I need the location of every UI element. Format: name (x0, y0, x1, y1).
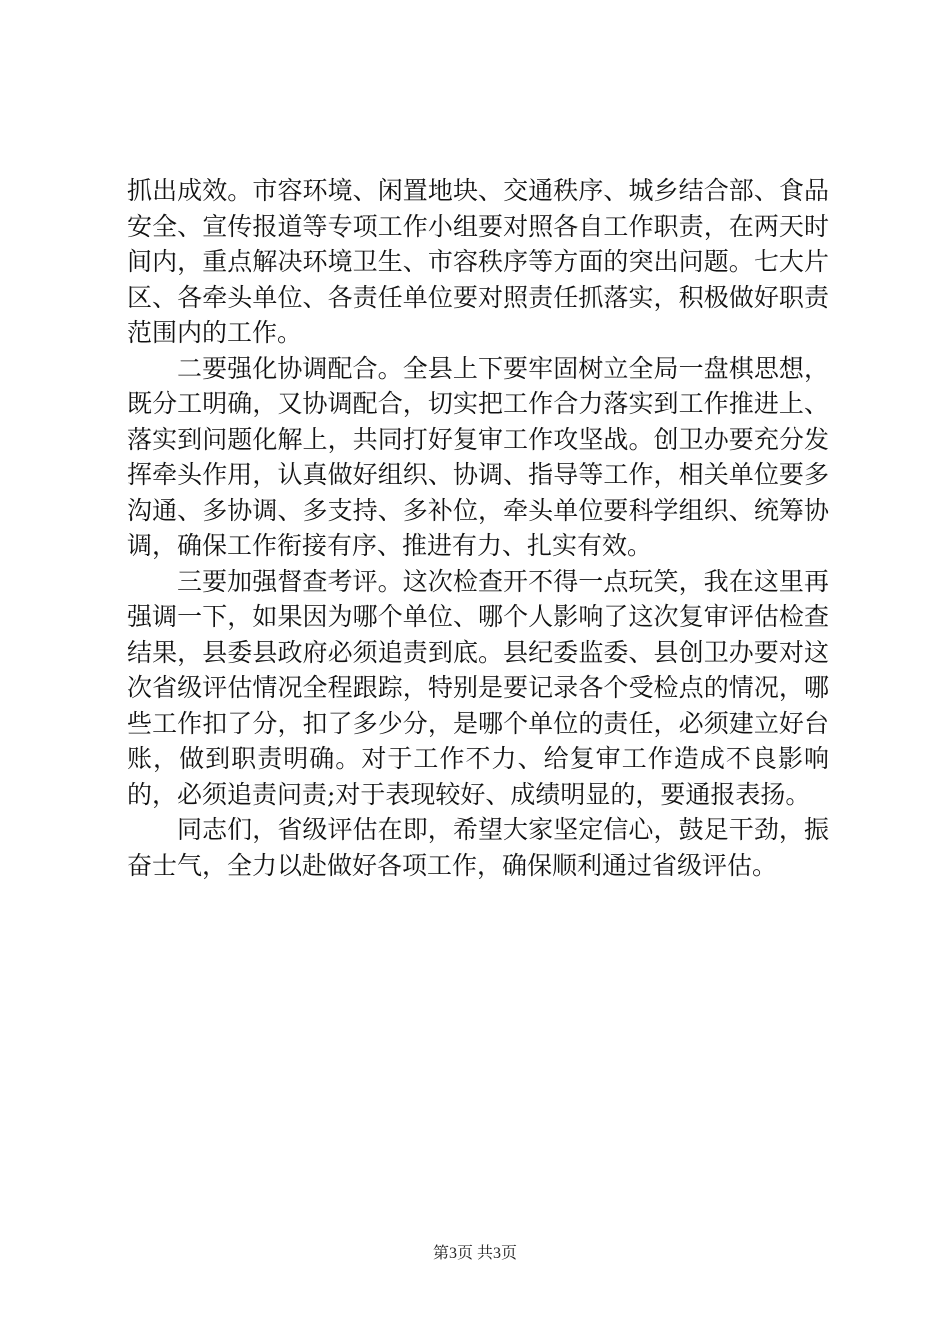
document-body (127, 173, 829, 883)
paragraph-supervision: 三要加强督查考评。这次检查开不得一点玩笑，我在这里再强调一下，如果因为哪个单位、哪个人影响了这次复审评估检查结果，县委县政府必须追责到底。县纪委监委、县创卫办要对这次省级评估情况全程跟踪，特别是要记录各个受检点的情况，哪些工作扣了分，扣了多少分，是哪个单位的责任，必须建立好台账，做到职责明确。对于工作不力、给复审工作造成不良影响的，必须追责问责;对于表现较好、成绩明显的，要通报表扬。 (127, 566, 829, 809)
page-footer: 第3页 共3页 (432, 1245, 517, 1262)
paragraph-closing: 同志们，省级评估在即，希望大家坚定信心，鼓足干劲，振奋士气，全力以赴做好各项工作，确保顺利通过省级评估。 (127, 815, 829, 880)
paragraph-continuation: 抓出成效。市容环境、闲置地块、交通秩序、城乡结合部、食品安全、宣传报道等专项工作小组要对照各自工作职责，在两天时间内，重点解决环境卫生、市容秩序等方面的突出问题。七大片区、各牵头单位、各责任单位要对照责任抓落实，积极做好职责范围内的工作。 (127, 176, 829, 347)
paragraph-coordination: 二要强化协调配合。全县上下要牢固树立全局一盘棋思想，既分工明确，又协调配合，切实把工作合力落实到工作推进上、落实到问题化解上，共同打好复审工作攻坚战。创卫办要充分发挥牵头作用，认真做好组织、协调、指导等工作，相关单位要多沟通、多协调、多支持、多补位，牵头单位要科学组织、统筹协调，确保工作衔接有序、推进有力、扎实有效。 (127, 353, 829, 560)
